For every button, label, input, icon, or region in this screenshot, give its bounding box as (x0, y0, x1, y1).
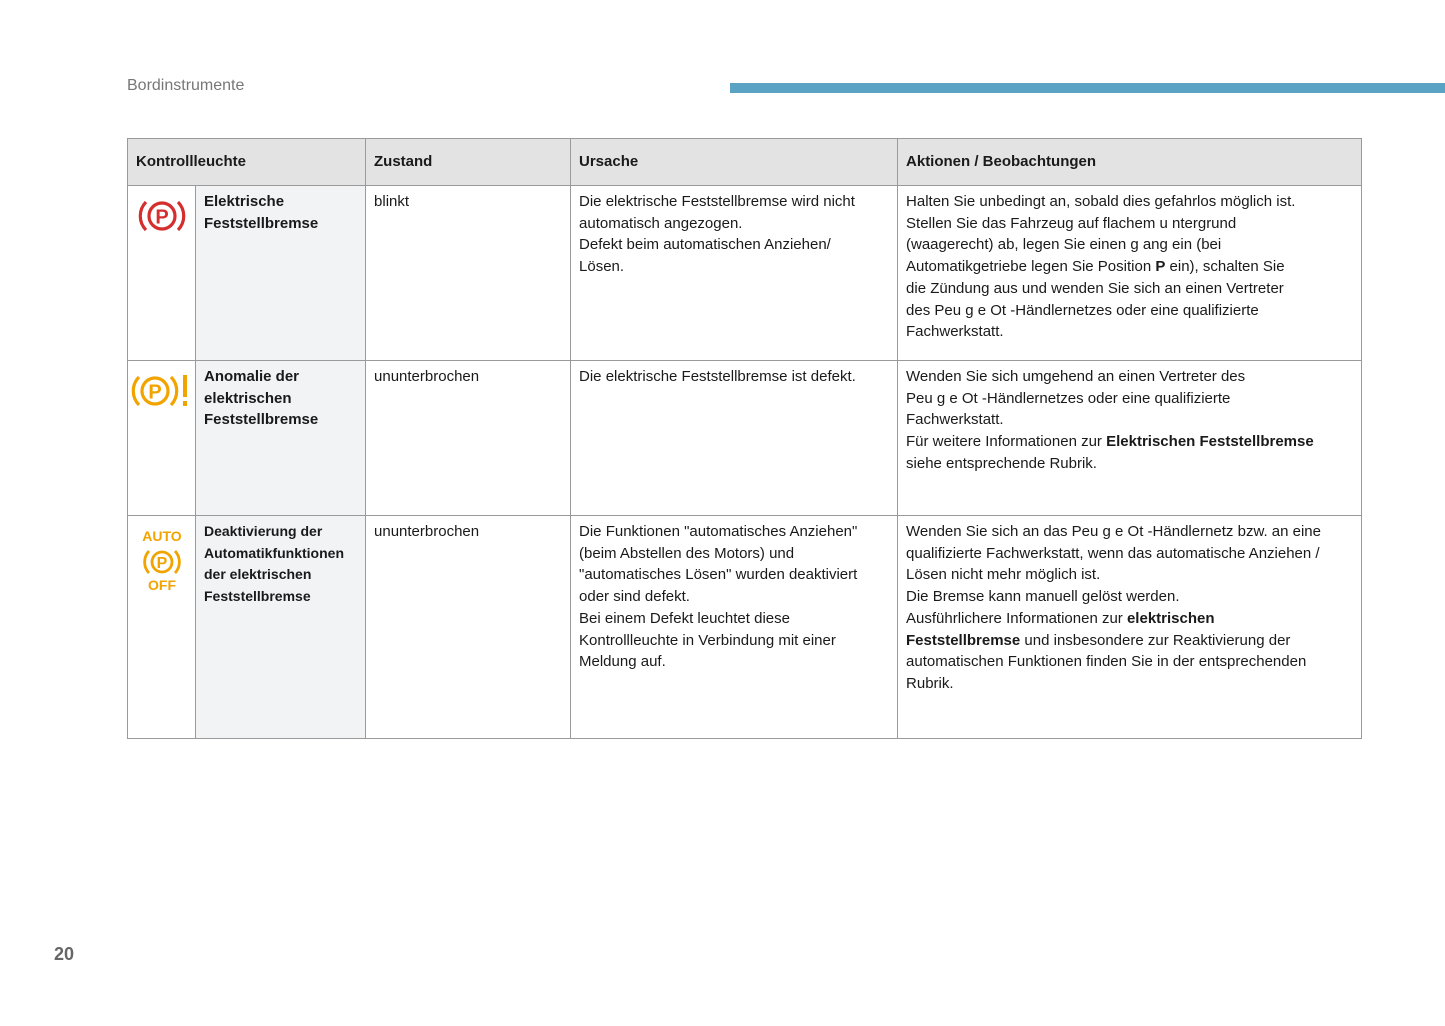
icon-auto-label: AUTO (141, 528, 182, 544)
table-header-row (128, 139, 1362, 186)
table-row (128, 516, 1362, 739)
warning-light-name: Elektrische Feststellbremse (196, 186, 366, 361)
svg-text:P: P (156, 555, 167, 572)
icon-off-label: OFF (147, 577, 176, 593)
icon-cell (128, 186, 196, 361)
state-cell: ununterbrochen (366, 361, 571, 516)
action-cell: Wenden Sie sich an das Peu g e Ot -Händlernetz bzw. an eine qualifizierte Fachwerkstatt, wenn das automatische Anziehen / Lösen nicht mehr möglich ist. Die Bremse kann manuell gelöst werden. Ausführlichere Informationen zur elektrischen Feststellbremse und insbesondere zur Reaktivierung der automatischen Funktionen finden Sie in der entsprechenden Rubrik. (898, 516, 1362, 739)
column-header-kontrollleuchte: Kontrollleuchte (128, 139, 366, 186)
table-row (128, 361, 1362, 516)
svg-text:P: P (147, 381, 162, 404)
section-title: Bordinstrumente (127, 77, 245, 94)
auto-off-parking-brake-icon (136, 528, 188, 602)
column-header-ursache: Ursache (571, 139, 898, 186)
icon-cell (128, 361, 196, 516)
header-accent-bar (730, 83, 1445, 93)
table-row (128, 186, 1362, 361)
column-header-aktionen: Aktionen / Beobachtungen (898, 139, 1362, 186)
action-cell: Halten Sie unbedingt an, sobald dies gefahrlos möglich ist. Stellen Sie das Fahrzeug auf flachem u ntergrund (waagerecht) ab, legen Sie einen g ang ein (bei Automatikgetriebe legen Sie Position P ein), schalten Sie die Zündung aus und wenden Sie sich an einen Vertreter des Peu g e Ot -Händlernetzes oder eine qualifizierte Fachwerkstatt. (898, 186, 1362, 361)
cause-cell: Die Funktionen "automatisches Anziehen" (beim Abstellen des Motors) und "automatisches Lösen" wurden deaktiviert oder sind defekt. Bei einem Defekt leuchtet diese Kontrollleuchte in Verbindung mit einer Meldung auf. (571, 516, 898, 739)
svg-text:P: P (154, 206, 169, 229)
icon-cell (128, 516, 196, 739)
red-parking-brake-icon (137, 206, 187, 240)
column-header-zustand: Zustand (366, 139, 571, 186)
orange-parking-brake-fault-icon (131, 381, 193, 415)
warning-light-name: Anomalie der elektrischen Feststellbremse (196, 361, 366, 516)
state-cell: ununterbrochen (366, 516, 571, 739)
action-cell: Wenden Sie sich umgehend an einen Vertreter des Peu g e Ot -Händlernetzes oder eine qualifizierte Fachwerkstatt. Für weitere Informationen zur Elektrischen Feststellbremse siehe entsprechende Rubrik. (898, 361, 1362, 516)
warning-lights-table (127, 138, 1362, 739)
page-number: 20 (54, 944, 75, 964)
state-cell: blinkt (366, 186, 571, 361)
warning-light-name: Deaktivierung der Automatikfunktionen der elektrischen Feststellbremse (196, 516, 366, 739)
cause-cell: Die elektrische Feststellbremse wird nicht automatisch angezogen. Defekt beim automatischen Anziehen/ Lösen. (571, 186, 898, 361)
cause-cell: Die elektrische Feststellbremse ist defekt. (571, 361, 898, 516)
